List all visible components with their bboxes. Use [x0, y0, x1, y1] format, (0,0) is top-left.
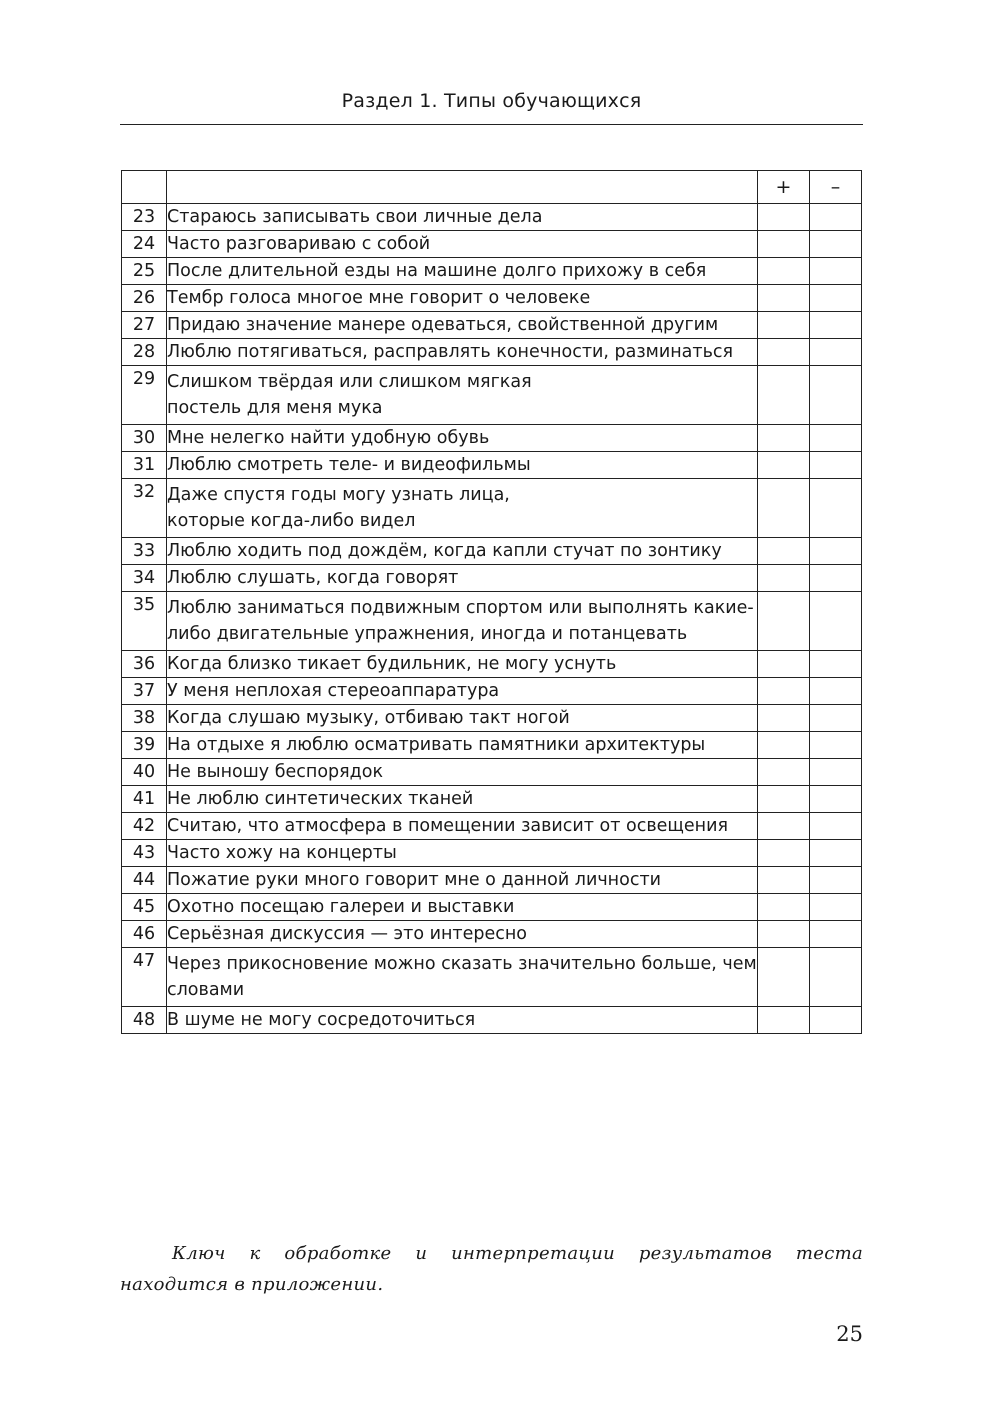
- answer-plus-cell[interactable]: [758, 732, 810, 759]
- answer-plus-cell[interactable]: [758, 339, 810, 366]
- question-number: 32: [122, 479, 167, 538]
- answer-minus-cell[interactable]: [810, 705, 862, 732]
- answer-plus-cell[interactable]: [758, 366, 810, 425]
- answer-minus-cell[interactable]: [810, 1007, 862, 1034]
- question-text: Охотно посещаю галереи и выставки: [167, 894, 758, 921]
- question-number: 23: [122, 204, 167, 231]
- table-row: [122, 867, 862, 894]
- answer-minus-cell[interactable]: [810, 565, 862, 592]
- table-row: [122, 921, 862, 948]
- table-row: [122, 204, 862, 231]
- header-statement-cell: [167, 171, 758, 204]
- answer-plus-cell[interactable]: [758, 813, 810, 840]
- answer-minus-cell[interactable]: [810, 285, 862, 312]
- question-number: 38: [122, 705, 167, 732]
- table-row: [122, 339, 862, 366]
- question-text: У меня неплохая стереоаппаратура: [167, 678, 758, 705]
- answer-minus-cell[interactable]: [810, 204, 862, 231]
- question-number: 25: [122, 258, 167, 285]
- table-row: [122, 651, 862, 678]
- question-number: 43: [122, 840, 167, 867]
- question-number: 34: [122, 565, 167, 592]
- question-number: 47: [122, 948, 167, 1007]
- table-row: [122, 425, 862, 452]
- question-text: Через прикосновение можно сказать значительно больше, чем словами: [167, 948, 758, 1007]
- question-number: 33: [122, 538, 167, 565]
- answer-plus-cell[interactable]: [758, 894, 810, 921]
- answer-plus-cell[interactable]: [758, 705, 810, 732]
- answer-plus-cell[interactable]: [758, 425, 810, 452]
- question-text: Серьёзная дискуссия — это интересно: [167, 921, 758, 948]
- table-row: [122, 258, 862, 285]
- question-text: Когда близко тикает будильник, не могу уснуть: [167, 651, 758, 678]
- answer-minus-cell[interactable]: [810, 479, 862, 538]
- question-text: Часто хожу на концерты: [167, 840, 758, 867]
- table-row: [122, 538, 862, 565]
- answer-minus-cell[interactable]: [810, 786, 862, 813]
- question-number: 35: [122, 592, 167, 651]
- question-text: На отдыхе я люблю осматривать памятники архитектуры: [167, 732, 758, 759]
- question-number: 41: [122, 786, 167, 813]
- section-header-title: Раздел 1. Типы обучающихся: [341, 90, 642, 112]
- table-row: [122, 732, 862, 759]
- answer-minus-cell[interactable]: [810, 231, 862, 258]
- question-text: Слишком твёрдая или слишком мягкая постель для меня мука: [167, 366, 758, 425]
- answer-plus-cell[interactable]: [758, 651, 810, 678]
- question-number: 24: [122, 231, 167, 258]
- answer-plus-cell[interactable]: [758, 867, 810, 894]
- answer-plus-cell[interactable]: [758, 538, 810, 565]
- question-text: Пожатие руки много говорит мне о данной личности: [167, 867, 758, 894]
- answer-plus-cell[interactable]: [758, 204, 810, 231]
- answer-minus-cell[interactable]: [810, 921, 862, 948]
- question-number: 26: [122, 285, 167, 312]
- question-text: В шуме не могу сосредоточиться: [167, 1007, 758, 1034]
- question-text: Люблю слушать, когда говорят: [167, 565, 758, 592]
- table-row: [122, 948, 862, 1007]
- question-text: Часто разговариваю с собой: [167, 231, 758, 258]
- question-number: 30: [122, 425, 167, 452]
- answer-plus-cell[interactable]: [758, 592, 810, 651]
- question-text: Придаю значение манере одеваться, свойственной другим: [167, 312, 758, 339]
- question-number: 31: [122, 452, 167, 479]
- answer-minus-cell[interactable]: [810, 732, 862, 759]
- answer-minus-cell[interactable]: [810, 538, 862, 565]
- question-number: 37: [122, 678, 167, 705]
- question-text: Даже спустя годы могу узнать лица, которые когда-либо видел: [167, 479, 758, 538]
- question-text: Мне нелегко найти удобную обувь: [167, 425, 758, 452]
- question-number: 42: [122, 813, 167, 840]
- question-number: 36: [122, 651, 167, 678]
- interpretation-key-note: Ключ к обработке и интерпретации результатов теста находится в приложении.: [120, 1243, 863, 1295]
- answer-minus-cell[interactable]: [810, 678, 862, 705]
- table-row: [122, 231, 862, 258]
- table-row: [122, 479, 862, 538]
- answer-minus-cell[interactable]: [810, 258, 862, 285]
- question-text: Люблю потягиваться, расправлять конечности, разминаться: [167, 339, 758, 366]
- questionnaire-table: [121, 170, 862, 1034]
- header-divider: [120, 124, 863, 125]
- question-number: 44: [122, 867, 167, 894]
- answer-plus-cell[interactable]: [758, 840, 810, 867]
- table-header-row: [122, 171, 862, 204]
- answer-minus-cell[interactable]: [810, 425, 862, 452]
- answer-plus-cell[interactable]: [758, 258, 810, 285]
- question-text: Люблю заниматься подвижным спортом или выполнять какие-либо двигательные упражнения, иногда и потанцевать: [167, 592, 758, 651]
- answer-plus-cell[interactable]: [758, 285, 810, 312]
- answer-minus-cell[interactable]: [810, 948, 862, 1007]
- table-row: [122, 452, 862, 479]
- question-text: Люблю ходить под дождём, когда капли стучат по зонтику: [167, 538, 758, 565]
- question-number: 29: [122, 366, 167, 425]
- answer-minus-cell[interactable]: [810, 339, 862, 366]
- question-text: Не люблю синтетических тканей: [167, 786, 758, 813]
- answer-plus-cell[interactable]: [758, 759, 810, 786]
- question-text: После длительной езды на машине долго прихожу в себя: [167, 258, 758, 285]
- table-row: [122, 678, 862, 705]
- question-text: Люблю смотреть теле- и видеофильмы: [167, 452, 758, 479]
- answer-plus-cell[interactable]: [758, 678, 810, 705]
- table-row: [122, 592, 862, 651]
- answer-minus-cell[interactable]: [810, 759, 862, 786]
- header-minus-cell: –: [810, 171, 862, 204]
- table-row: [122, 705, 862, 732]
- answer-minus-cell[interactable]: [810, 813, 862, 840]
- question-text: Когда слушаю музыку, отбиваю такт ногой: [167, 705, 758, 732]
- answer-plus-cell[interactable]: [758, 921, 810, 948]
- answer-minus-cell[interactable]: [810, 312, 862, 339]
- table-row: [122, 285, 862, 312]
- question-number: 45: [122, 894, 167, 921]
- question-number: 27: [122, 312, 167, 339]
- question-number: 40: [122, 759, 167, 786]
- header-plus-cell: +: [758, 171, 810, 204]
- question-number: 39: [122, 732, 167, 759]
- question-text: Считаю, что атмосфера в помещении зависит от освещения: [167, 813, 758, 840]
- question-text: Не выношу беспорядок: [167, 759, 758, 786]
- table-row: [122, 565, 862, 592]
- question-text: Стараюсь записывать свои личные дела: [167, 204, 758, 231]
- answer-plus-cell[interactable]: [758, 452, 810, 479]
- page-number: 25: [836, 1322, 863, 1346]
- table-row: [122, 813, 862, 840]
- question-number: 28: [122, 339, 167, 366]
- table-row: [122, 1007, 862, 1034]
- answer-plus-cell[interactable]: [758, 786, 810, 813]
- answer-minus-cell[interactable]: [810, 651, 862, 678]
- question-number: 48: [122, 1007, 167, 1034]
- answer-minus-cell[interactable]: [810, 366, 862, 425]
- table-row: [122, 840, 862, 867]
- answer-plus-cell[interactable]: [758, 1007, 810, 1034]
- table-row: [122, 786, 862, 813]
- answer-minus-cell[interactable]: [810, 867, 862, 894]
- table-row: [122, 894, 862, 921]
- table-row: [122, 759, 862, 786]
- answer-minus-cell[interactable]: [810, 592, 862, 651]
- answer-plus-cell[interactable]: [758, 312, 810, 339]
- answer-minus-cell[interactable]: [810, 840, 862, 867]
- header-num-cell: [122, 171, 167, 204]
- answer-plus-cell[interactable]: [758, 479, 810, 538]
- answer-plus-cell[interactable]: [758, 231, 810, 258]
- answer-minus-cell[interactable]: [810, 452, 862, 479]
- question-number: 46: [122, 921, 167, 948]
- answer-minus-cell[interactable]: [810, 894, 862, 921]
- question-text: Тембр голоса многое мне говорит о человеке: [167, 285, 758, 312]
- table-row: [122, 312, 862, 339]
- answer-plus-cell[interactable]: [758, 948, 810, 1007]
- table-row: [122, 366, 862, 425]
- answer-plus-cell[interactable]: [758, 565, 810, 592]
